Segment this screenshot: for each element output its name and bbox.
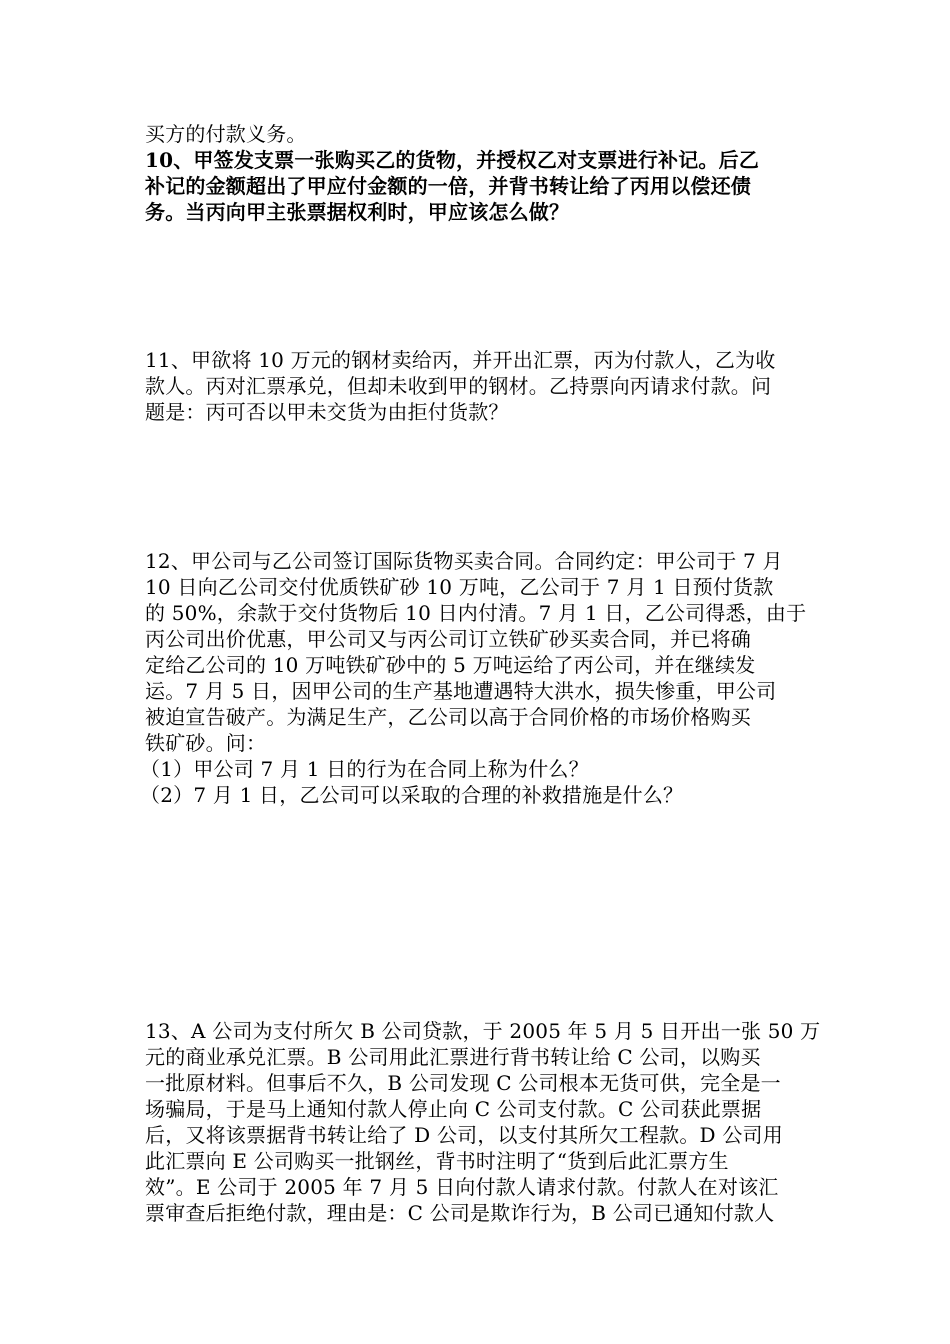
text-line: 运。7 月 5 日，因甲公司的生产基地遭遇特大洪水，损失惨重，甲公司 — [145, 679, 777, 703]
text-line: 款人。丙对汇票承兑，但却未收到甲的钢材。乙持票向丙请求付款。问 — [145, 374, 772, 398]
text-line: 此汇票向 E 公司购买一批钢丝，背书时注明了“货到后此汇票方生 — [145, 1149, 729, 1173]
text-line: 丙公司出价优惠，甲公司又与丙公司订立铁矿砂买卖合同，并已将确 — [145, 627, 751, 651]
text-line: 10 日向乙公司交付优质铁矿砂 10 万吨，乙公司于 7 月 1 日预付货款 — [145, 575, 774, 599]
text-line: 务。当丙向甲主张票据权利时，甲应该怎么做？ — [145, 200, 570, 224]
text-line: 一批原材料。但事后不久，B 公司发现 C 公司根本无货可供，完全是一 — [145, 1071, 781, 1095]
text-line: 12、甲公司与乙公司签订国际货物买卖合同。合同约定：甲公司于 7 月 — [145, 549, 783, 573]
question-12 — [140, 548, 810, 808]
question-10 — [145, 147, 810, 225]
text-line: 的 50%，余款于交付货物后 10 日内付清。7 月 1 日，乙公司得悉，由于 — [145, 601, 807, 625]
text-line: 票审查后拒绝付款，理由是：C 公司是欺诈行为，B 公司已通知付款人 — [145, 1201, 775, 1225]
text-line: 场骗局，于是马上通知付款人停止向 C 公司支付款。C 公司获此票据 — [145, 1097, 762, 1121]
text-line: 买方的付款义务。 — [145, 122, 307, 146]
text-line: 铁矿砂。问： — [145, 731, 267, 755]
text-line: 11、甲欲将 10 万元的钢材卖给丙，并开出汇票，丙为付款人，乙为收 — [145, 348, 776, 372]
previous-answer-fragment — [145, 121, 810, 147]
text-line: 元的商业承兑汇票。B 公司用此汇票进行背书转让给 C 公司，以购买 — [145, 1045, 761, 1069]
text-line: 定给乙公司的 10 万吨铁矿砂中的 5 万吨运给了丙公司，并在继续发 — [145, 653, 756, 677]
question-13 — [145, 1018, 821, 1226]
text-line: 补记的金额超出了甲应付金额的一倍，并背书转让给了丙用以偿还债 — [145, 174, 751, 198]
text-line: 13、A 公司为支付所欠 B 公司贷款，于 2005 年 5 月 5 日开出一张 50 万 — [145, 1019, 821, 1043]
text-line: 后，又将该票据背书转让给了 D 公司，以支付其所欠工程款。D 公司用 — [145, 1123, 783, 1147]
sub-question-1: （1）甲公司 7 月 1 日的行为在合同上称为什么？ — [140, 757, 589, 781]
question-11 — [145, 347, 810, 425]
text-line: 题是：丙可否以甲未交货为由拒付货款？ — [145, 400, 509, 424]
text-line: 被迫宣告破产。为满足生产，乙公司以高于合同价格的市场价格购买 — [145, 705, 751, 729]
sub-question-2: （2）7 月 1 日，乙公司可以采取的合理的补救措施是什么？ — [140, 783, 684, 807]
text-line: 效”。E 公司于 2005 年 7 月 5 日向付款人请求付款。付款人在对该汇 — [145, 1175, 779, 1199]
text-line: 10、甲签发支票一张购买乙的货物，并授权乙对支票进行补记。后乙 — [145, 148, 760, 172]
